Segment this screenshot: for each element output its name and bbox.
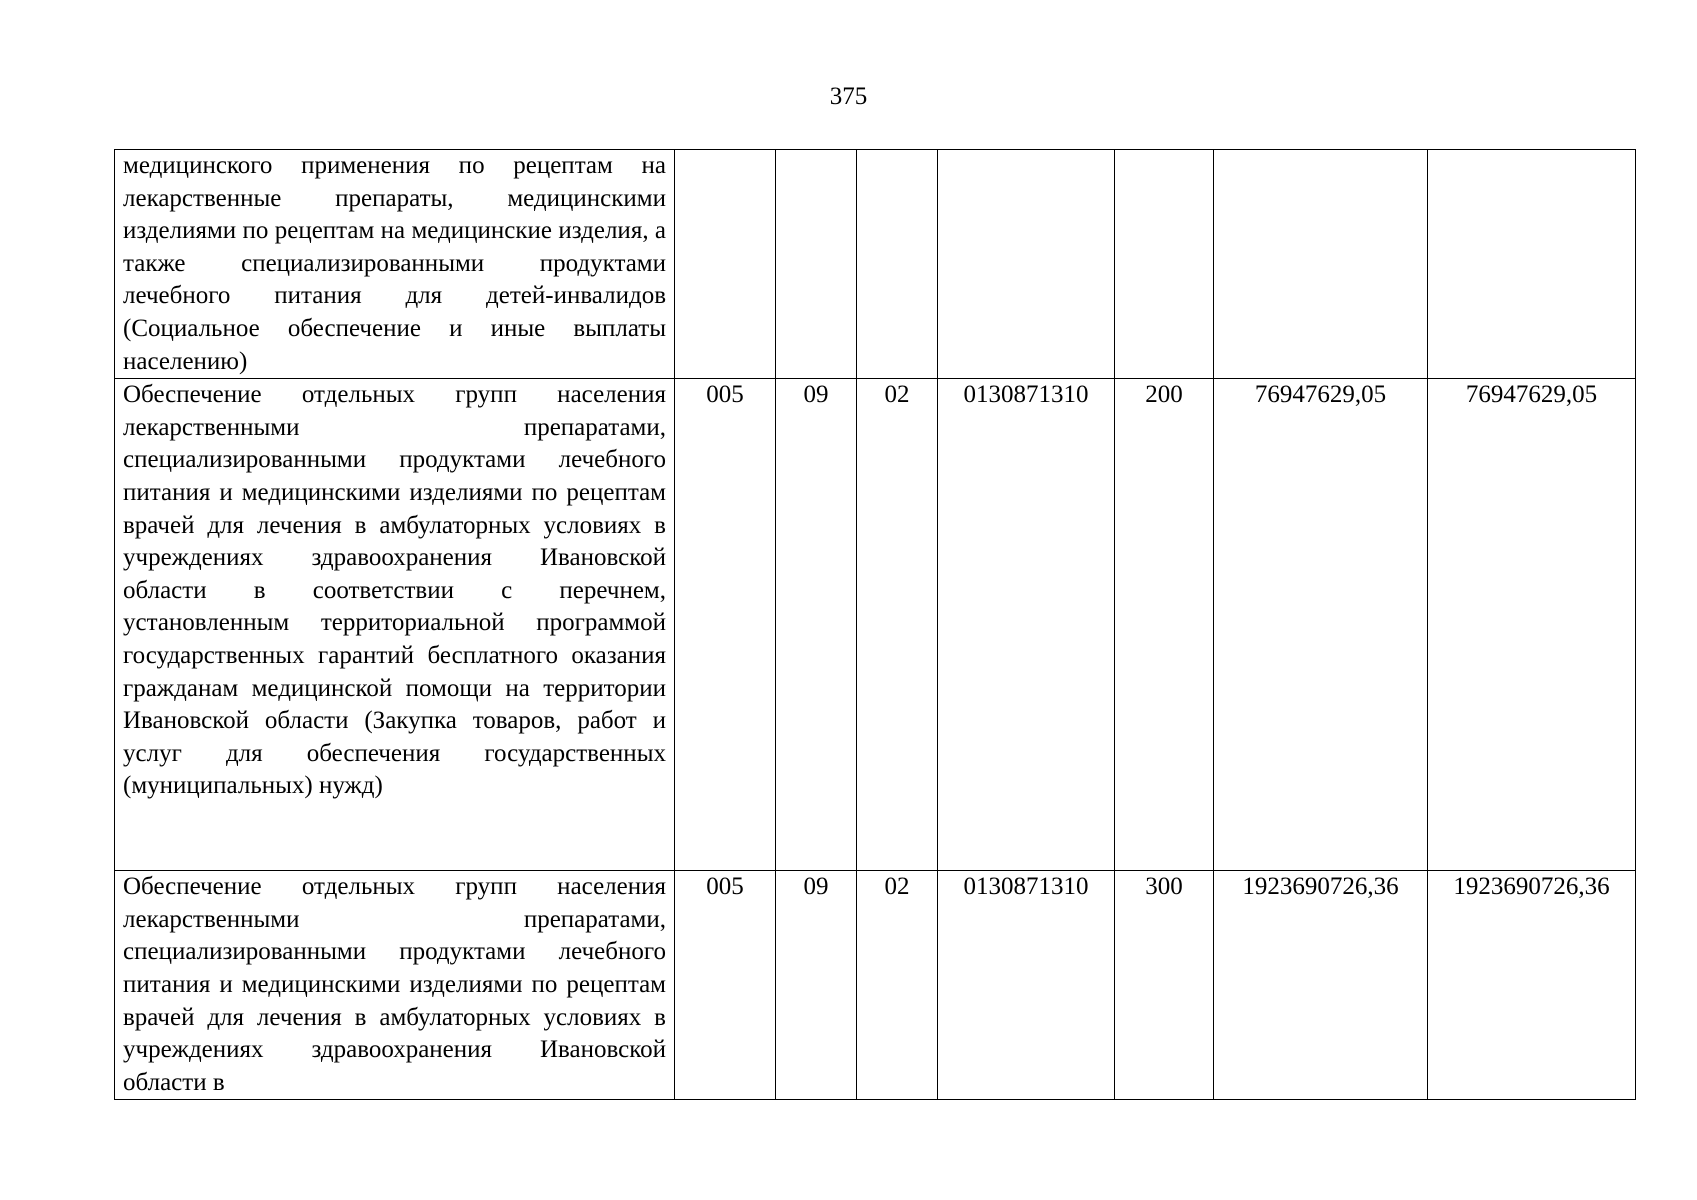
amount-cell — [1428, 150, 1636, 379]
amount-cell: 1923690726,36 — [1428, 871, 1636, 1100]
table-row — [115, 379, 1636, 871]
ministry-code-cell: 005 — [675, 379, 776, 871]
table-row — [115, 150, 1636, 379]
target-article-cell: 0130871310 — [938, 871, 1115, 1100]
amount-cell: 1923690726,36 — [1214, 871, 1428, 1100]
row-description: Обеспечение отдельных групп населения лекарственными препаратами, специализированными продуктами лечебного питания и медицинскими изделиями по рецептам врачей для лечения в амбулаторных условиях в учреждениях здравоохранения Ивановской области в — [115, 871, 675, 1100]
subsection-cell — [857, 150, 938, 379]
expense-type-cell: 200 — [1115, 379, 1214, 871]
expense-type-cell: 300 — [1115, 871, 1214, 1100]
row-description: Обеспечение отдельных групп населения лекарственными препаратами, специализированными продуктами лечебного питания и медицинскими изделиями по рецептам врачей для лечения в амбулаторных условиях в учреждениях здравоохранения Ивановской области в соответствии с перечнем, установленным территориальной программой государственных гарантий бесплатного оказания гражданам медицинской помощи на территории Ивановской области (Закупка товаров, работ и услуг для обеспечения государственных (муниципальных) нужд) — [115, 379, 675, 871]
amount-cell: 76947629,05 — [1214, 379, 1428, 871]
section-cell: 09 — [776, 379, 857, 871]
budget-table — [114, 149, 1636, 1100]
amount-cell — [1214, 150, 1428, 379]
target-article-cell: 0130871310 — [938, 379, 1115, 871]
ministry-code-cell: 005 — [675, 871, 776, 1100]
subsection-cell: 02 — [857, 871, 938, 1100]
subsection-cell: 02 — [857, 379, 938, 871]
ministry-code-cell — [675, 150, 776, 379]
table-row — [115, 871, 1636, 1100]
amount-cell: 76947629,05 — [1428, 379, 1636, 871]
target-article-cell — [938, 150, 1115, 379]
page-number: 375 — [829, 83, 868, 110]
row-description: медицинского применения по рецептам на лекарственные препараты, медицинскими изделиями по рецептам на медицинские изделия, а также специализированными продуктами лечебного питания для детей-инвалидов (Социальное обеспечение и иные выплаты населению) — [115, 150, 675, 379]
section-cell: 09 — [776, 871, 857, 1100]
expense-type-cell — [1115, 150, 1214, 379]
section-cell — [776, 150, 857, 379]
